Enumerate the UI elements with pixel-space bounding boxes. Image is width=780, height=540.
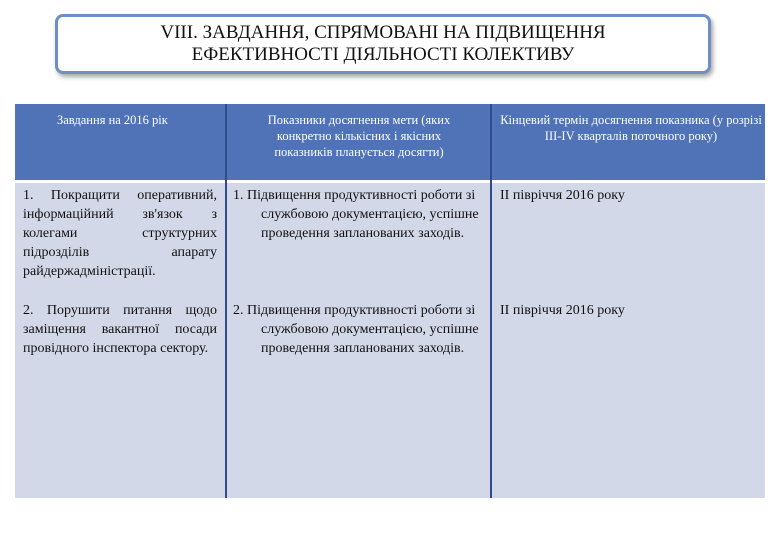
column-divider [225, 104, 227, 498]
title-line-1: VIII. ЗАВДАННЯ, СПРЯМОВАНІ НА ПІДВИЩЕННЯ [160, 22, 606, 43]
row-2-deadline: II півріччя 2016 року [500, 303, 625, 318]
header-task: Завдання на 2016 рік [57, 113, 168, 127]
row-2-task: 2. Порушити питання щодо заміщення вакантної посади провідного інспектора сектору. [23, 303, 217, 356]
column-divider [490, 104, 492, 498]
row-1-indicator: 1. Підвищення продуктивності роботи зі службовою документацією, успішне проведення запланованих заходів. [233, 188, 479, 241]
title-line-2: ЕФЕКТИВНОСТІ ДІЯЛЬНОСТІ КОЛЕКТИВУ [191, 44, 575, 65]
row-1-task: 1. Покращити оперативний, інформаційний зв'язок з колегами структурних підрозділів апарату райдержадміністрації. [23, 188, 217, 279]
header-deadline: Кінцевий термін досягнення показника (у розрізі III-IV кварталів поточного року) [500, 113, 762, 143]
row-2-indicator: 2. Підвищення продуктивності роботи зі службовою документацією, успішне проведення запланованих заходів. [233, 303, 479, 356]
header-indicator: Показники досягнення мети (яких конкретно кількісних і якісних показників планується досягти) [267, 113, 451, 159]
title-box [55, 14, 711, 74]
row-1-deadline: II півріччя 2016 року [500, 188, 625, 203]
goals-table [15, 104, 765, 498]
